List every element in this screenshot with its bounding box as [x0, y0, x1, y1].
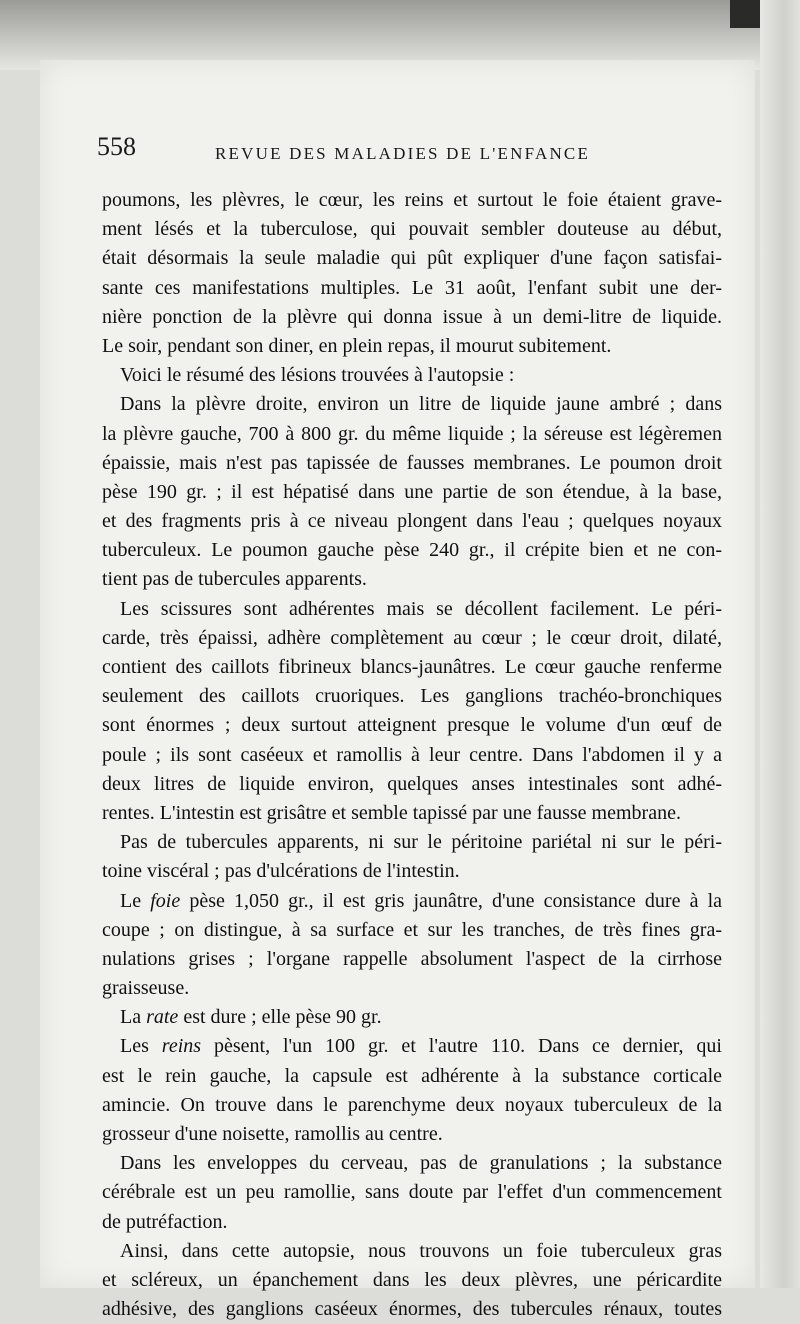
body-text	[102, 186, 722, 1324]
text-line: de putréfaction.	[102, 1210, 228, 1233]
page-number: 558	[97, 132, 136, 161]
text-line: contient des caillots fibrineux blancs-jaunâtres. Le cœur gauche renferme	[102, 656, 722, 678]
text-fragment: La	[120, 1006, 147, 1029]
text-line: adhésive, des ganglions caséeux énormes, des tubercules rénaux, toutes	[102, 1298, 722, 1321]
text-fragment: Le	[120, 889, 151, 912]
text-line: grosseur d'une noisette, ramollis au centre.	[102, 1123, 443, 1145]
text-line: nière ponction de la plèvre qui donna issue à un demi-litre de liquide.	[102, 305, 722, 328]
text-line: la plèvre gauche, 700 à 800 gr. du même liquide ; la séreuse est légèremen	[102, 422, 722, 445]
text-line: seulement des caillots cruoriques. Les ganglions trachéo-bronchiques	[102, 685, 722, 708]
text-fragment: est dure ; elle pèse 90 gr.	[178, 1006, 382, 1029]
text-line: coupe ; on distingue, à sa surface et sur les tranches, de très fines gra-	[102, 918, 722, 941]
text-line: Ainsi, dans cette autopsie, nous trouvons un foie tuberculeux gras	[120, 1239, 722, 1262]
text-line: Les scissures sont adhérentes mais se décollent facilement. Le péri-	[120, 597, 722, 620]
text-line: poule ; ils sont caséeux et ramollis à leur centre. Dans l'abdomen il y a	[102, 743, 722, 766]
text-line: tuberculeux. Le poumon gauche pèse 240 gr., il crépite bien et ne con-	[102, 539, 722, 562]
text-line: Pas de tubercules apparents, ni sur le péritoine pariétal ni sur le péri-	[120, 831, 722, 854]
text-line: et des fragments pris à ce niveau plongent dans l'eau ; quelques noyaux	[102, 510, 722, 533]
text-line	[102, 1003, 722, 1032]
text-line: est le rein gauche, la capsule est adhérente à la substance corticale	[102, 1064, 722, 1087]
text-line: sont énormes ; deux surtout atteignent presque le volume d'un œuf de	[102, 714, 722, 737]
text-fragment: pèse 1,050 gr., il est gris jaunâtre, d'une consistance dure à la	[180, 889, 723, 912]
text-line: carde, très épaissi, adhère complètement au cœur ; le cœur droit, dilaté,	[102, 626, 722, 649]
emphasis-rate: rate	[146, 1006, 179, 1029]
text-line: Voici le résumé des lésions trouvées à l'autopsie :	[120, 364, 515, 387]
text-line: Dans la plèvre droite, environ un litre de liquide jaune ambré ; dans	[120, 393, 722, 416]
text-line: et scléreux, un épanchement dans les deux plèvres, une péricardite	[102, 1268, 722, 1291]
text-line: pèse 190 gr. ; il est hépatisé dans une partie de son étendue, à la base,	[102, 480, 722, 503]
text-fragment: Les	[120, 1035, 162, 1058]
page-header	[97, 132, 717, 172]
text-line: Dans les enveloppes du cerveau, pas de granulations ; la substance	[120, 1152, 722, 1175]
text-line: épaissie, mais n'est pas tapissée de fausses membranes. Le poumon droit	[102, 451, 722, 474]
text-line: deux litres de liquide environ, quelques anses intestinales sont adhé-	[102, 772, 722, 795]
text-line	[102, 887, 722, 916]
text-line: tient pas de tubercules apparents.	[102, 568, 367, 591]
emphasis-reins: reins	[161, 1035, 202, 1058]
text-line: Le soir, pendant son diner, en plein repas, il mourut subitement.	[102, 334, 612, 357]
text-line: cérébrale est un peu ramollie, sans doute par l'effet d'un commencement	[102, 1181, 722, 1204]
text-line: était désormais la seule maladie qui pût expliquer d'une façon satisfai-	[102, 247, 722, 270]
text-line: toine viscéral ; pas d'ulcérations de l'intestin.	[102, 860, 460, 883]
text-line	[102, 1032, 722, 1061]
text-line: rentes. L'intestin est grisâtre et semble tapissé par une fausse membrane.	[102, 801, 681, 824]
scan-right-edge	[760, 0, 800, 1288]
text-fragment: pèsent, l'un 100 gr. et l'autre 110. Dans ce dernier, qui	[201, 1035, 722, 1058]
text-line: graisseuse.	[102, 977, 190, 1000]
emphasis-foie: foie	[150, 889, 181, 912]
text-line: poumons, les plèvres, le cœur, les reins et surtout le foie étaient grave-	[102, 189, 722, 211]
text-line: nulations grises ; l'organe rappelle absolument l'aspect de la cirrhose	[102, 947, 722, 970]
text-line: amincie. On trouve dans le parenchyme deux noyaux tuberculeux de la	[102, 1093, 722, 1116]
text-line: ment lésés et la tuberculose, qui pouvait sembler douteuse au début,	[102, 218, 722, 241]
running-title: REVUE DES MALADIES DE L'ENFANCE	[215, 144, 591, 163]
text-line: sante ces manifestations multiples. Le 31 août, l'enfant subit une der-	[102, 276, 722, 299]
